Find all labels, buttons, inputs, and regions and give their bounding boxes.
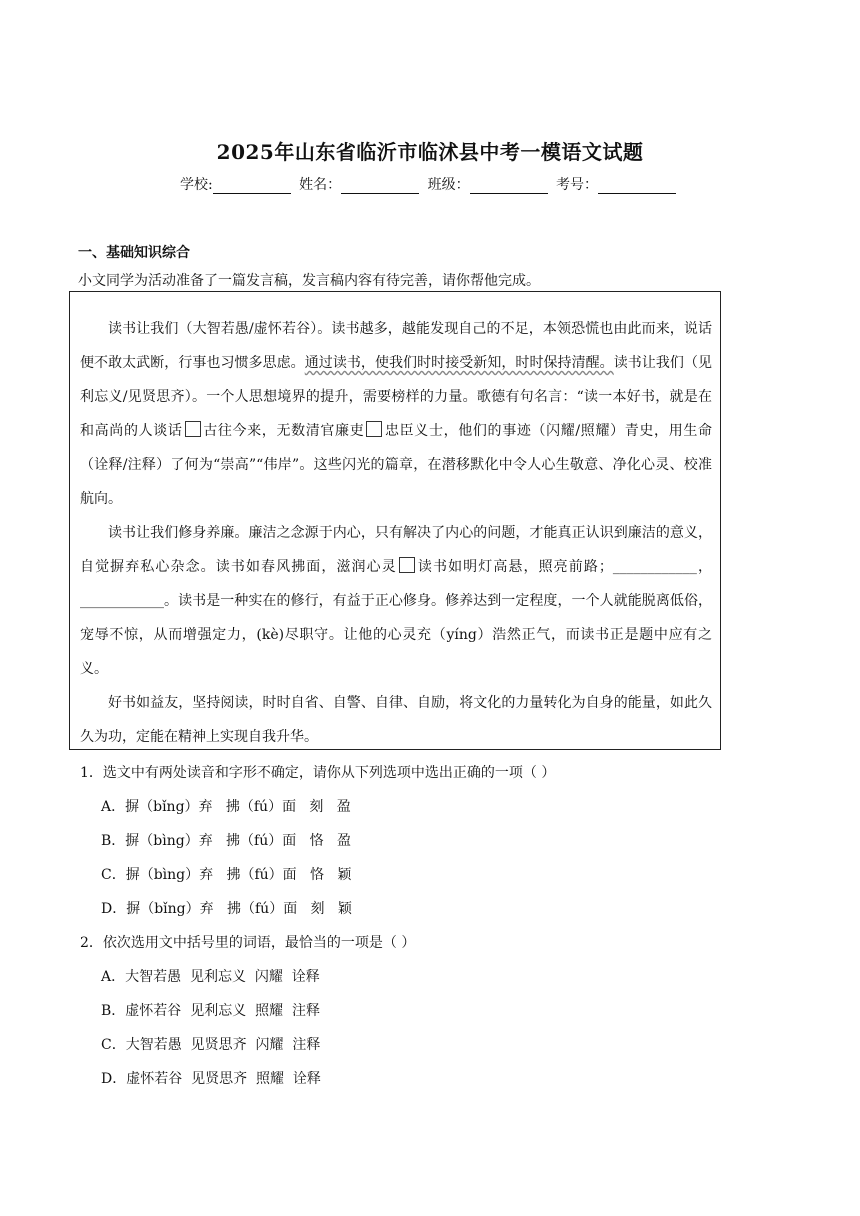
class-blank[interactable] (470, 179, 548, 194)
question-1-option-d[interactable]: D．摒（bǐng）弃 拂（fú）面 刻 颖 (101, 901, 352, 917)
school-label: 学校: (179, 177, 213, 193)
passage-text: 读书让我们（见利忘义/见贤思齐）。一个人思想境界的提升，需要榜样的力量。歌德有句名言：“读一本好书，就是在和高尚的人谈话 (80, 355, 713, 439)
passage-box (69, 291, 721, 750)
section-heading: 一、基础知识综合 (78, 245, 190, 261)
question-2-option-d[interactable]: D．虚怀若谷 见贤思齐 照耀 诠释 (101, 1071, 321, 1087)
question-2-stem: 2．依次选用文中括号里的词语，最恰当的一项是（ ） (80, 935, 416, 951)
intro-text: 小文同学为活动准备了一篇发言稿，发言稿内容有待完善，请你帮他完成。 (78, 273, 540, 289)
school-blank[interactable] (213, 179, 291, 194)
page-title: 2025年山东省临沂市临沭县中考一模语文试题 (216, 140, 644, 164)
question-1-option-a[interactable]: A．摒（bǐng）弃 拂（fú）面 刻 盈 (101, 799, 351, 815)
punctuation-box[interactable] (185, 421, 201, 437)
passage-paragraph-3: 好书如益友，坚持阅读，时时自省、自警、自律、自励，将文化的力量转化为自身的能量，如此久久为功，定能在精神上实现自我升华。 (80, 695, 712, 745)
exam-no-blank[interactable] (598, 179, 676, 194)
question-2-option-c[interactable]: C．大智若愚 见贤思齐 闪耀 注释 (101, 1037, 321, 1053)
punctuation-box[interactable] (366, 421, 382, 437)
question-1-option-b[interactable]: B．摒（bìng）弃 拂（fú）面 恪 盈 (101, 833, 351, 849)
passage-text: 忠臣义士，他们的事迹（闪耀/照耀）青史，用生命（诠释/注释）了何为“崇高”“伟岸”。这些闪光的篇章，在潜移默化中令人心生敬意、净化心灵、校准航向。 (80, 423, 712, 507)
question-2-option-b[interactable]: B．虚怀若谷 见利忘义 照耀 注释 (101, 1003, 320, 1019)
student-info-line (0, 174, 860, 194)
question-1-stem: 1．选文中有两处读音和字形不确定，请你从下列选项中选出正确的一项（ ） (80, 765, 556, 781)
question-2-option-a[interactable]: A．大智若愚 见利忘义 闪耀 诠释 (101, 969, 320, 985)
passage-paragraph-2 (80, 516, 712, 686)
passage-text: 读书让我们修身养廉。廉洁之念源于内心，只有解决了内心的问题，才能真正认识到廉洁的意义，自觉摒弃私心杂念。读书如春风拂面，滋润心灵 (80, 525, 712, 575)
punctuation-box[interactable] (399, 557, 415, 573)
passage-text: 读书如明灯高悬，照亮前路；____________，____________。读书是一种实在的修行，有益于正心修身。修养达到一定程度，一个人就能脱离低俗，宠辱不惊，从而增强定力，(kè)尽职守。让他的心灵充（yíng）浩然正气，而读书正是题中应有之义。 (80, 559, 713, 677)
passage-text: 读书让我们（大智若愚/虚怀若谷）。读书越多，越能发现自己的不足，本领恐慌也由此而来，说话便不敢太武断，行事也习惯多思虑。 (80, 321, 712, 371)
underlined-sentence: 通过读书，使我们时时接受新知，时时保持清醒。 (304, 355, 614, 371)
exam-no-label: 考号： (556, 177, 599, 193)
name-label: 姓名： (299, 177, 342, 193)
class-label: 班级： (427, 177, 470, 193)
name-blank[interactable] (341, 179, 419, 194)
question-1-option-c[interactable]: C．摒（bìng）弃 拂（fú）面 恪 颖 (101, 867, 352, 883)
passage-text: 古往今来，无数清官廉吏 (202, 423, 365, 439)
passage-paragraph-1 (80, 312, 712, 516)
